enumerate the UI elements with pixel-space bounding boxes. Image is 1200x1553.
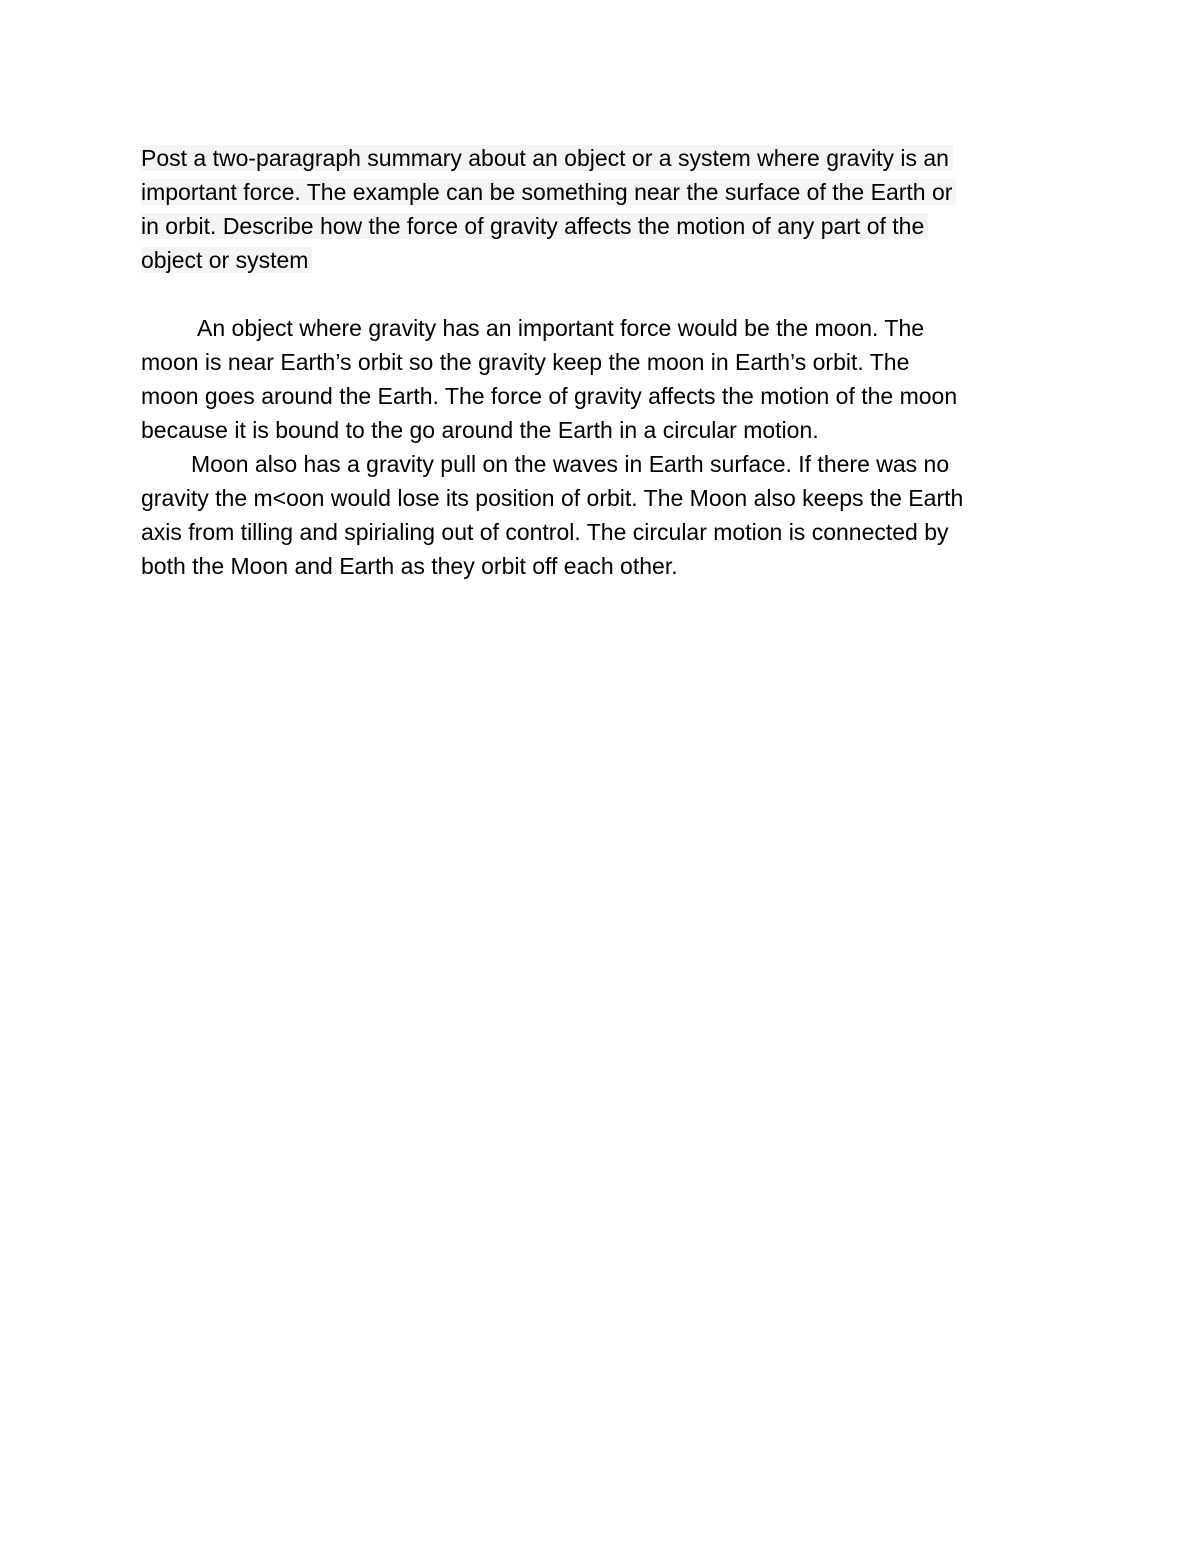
prompt-block	[141, 141, 1056, 277]
answer-paragraph-1	[141, 311, 1056, 447]
prompt-line: in orbit. Describe how the force of gravity affects the motion of any part of the	[141, 209, 1056, 243]
answer-line: moon is near Earth’s orbit so the gravity keep the moon in Earth’s orbit. The	[141, 349, 910, 375]
prompt-line: important force. The example can be something near the surface of the Earth or	[141, 175, 1056, 209]
answer-line: Moon also has a gravity pull on the waves in Earth surface. If there was no	[191, 451, 950, 477]
blank-line	[141, 277, 1056, 311]
answer-line: both the Moon and Earth as they orbit off each other.	[141, 553, 678, 579]
document-content	[141, 141, 1056, 583]
answer-line: moon goes around the Earth. The force of gravity affects the motion of the moon	[141, 383, 958, 409]
prompt-line: Post a two-paragraph summary about an object or a system where gravity is an	[141, 141, 1056, 175]
answer-line: An object where gravity has an important force would be the moon. The	[197, 315, 925, 341]
answer-line: gravity the m<oon would lose its position of orbit. The Moon also keeps the Earth	[141, 485, 964, 511]
answer-paragraph-2	[141, 447, 1056, 583]
answer-line: because it is bound to the go around the Earth in a circular motion.	[141, 417, 819, 443]
answer-line: axis from tilling and spirialing out of control. The circular motion is connected by	[141, 519, 949, 545]
prompt-line: object or system	[141, 243, 1056, 277]
